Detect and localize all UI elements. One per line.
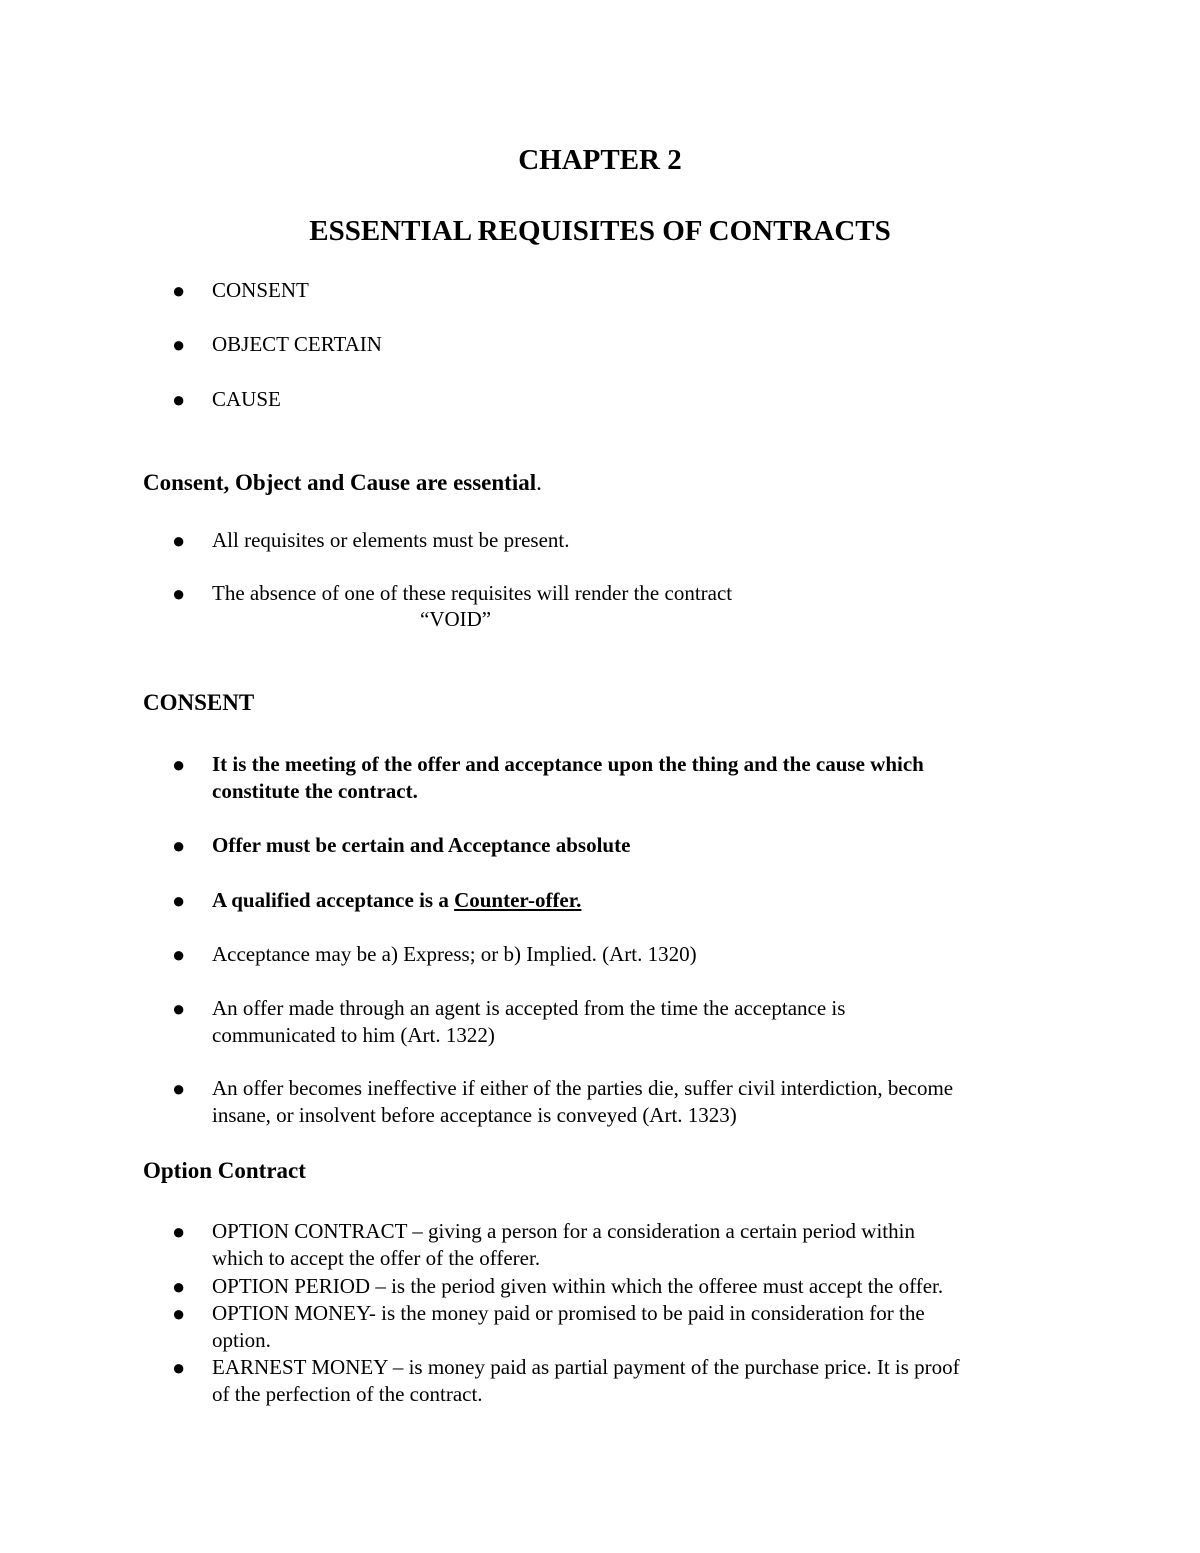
essentials-heading: Consent, Object and Cause are essential. [143,470,542,495]
bullet-icon: ● [172,888,186,913]
bullet-icon: ● [172,387,186,412]
bullet-icon: ● [172,1076,186,1101]
chapter-subtitle: ESSENTIAL REQUISITES OF CONTRACTS [309,215,891,247]
bullet-icon: ● [172,1274,186,1299]
bullet-icon: ● [172,1301,186,1326]
option-heading: Option Contract [143,1158,306,1183]
consent-item: An offer becomes ineffective if either of the parties die, suffer civil interdiction, become insane, or insolvent before acceptance is conveyed (Art. 1323) [212,1076,954,1127]
option-item: OPTION MONEY- is the money paid or promised to be paid in consideration for the option. [212,1301,925,1352]
bullet-icon: ● [172,1355,186,1380]
void-label: “VOID” [420,607,492,631]
bullet-icon: ● [172,1219,186,1244]
consent-item: Acceptance may be a) Express; or b) Implied. (Art. 1320) [212,942,697,966]
essentials-item: The absence of one of these requisites will render the contract [212,581,733,605]
bullet-icon: ● [172,528,186,553]
consent-item: An offer made through an agent is accepted from the time the acceptance is communicated to him (Art. 1322) [212,996,846,1047]
consent-item: A qualified acceptance is a Counter-offer. [212,888,582,912]
consent-item: It is the meeting of the offer and acceptance upon the thing and the cause which constitute the contract. [212,752,924,803]
essentials-item: All requisites or elements must be present. [212,528,570,552]
consent-item: Offer must be certain and Acceptance absolute [212,833,631,857]
counter-offer-term: Counter-offer. [454,888,582,912]
requisite-item: CONSENT [212,278,309,302]
bullet-icon: ● [172,278,186,303]
bullet-icon: ● [172,332,186,357]
consent-heading: CONSENT [143,690,255,715]
bullet-icon: ● [172,581,186,606]
requisite-item: OBJECT CERTAIN [212,332,382,356]
bullet-icon: ● [172,752,186,777]
bullet-icon: ● [172,996,186,1021]
requisite-item: CAUSE [212,387,281,411]
chapter-title: CHAPTER 2 [518,144,682,176]
bullet-icon: ● [172,942,186,967]
option-item: EARNEST MONEY – is money paid as partial payment of the purchase price. It is proof of the perfection of the contract. [212,1355,960,1406]
option-item: OPTION PERIOD – is the period given within which the offeree must accept the offer. [212,1274,944,1298]
bullet-icon: ● [172,833,186,858]
option-item: OPTION CONTRACT – giving a person for a consideration a certain period within which to accept the offer of the offerer. [212,1219,915,1270]
